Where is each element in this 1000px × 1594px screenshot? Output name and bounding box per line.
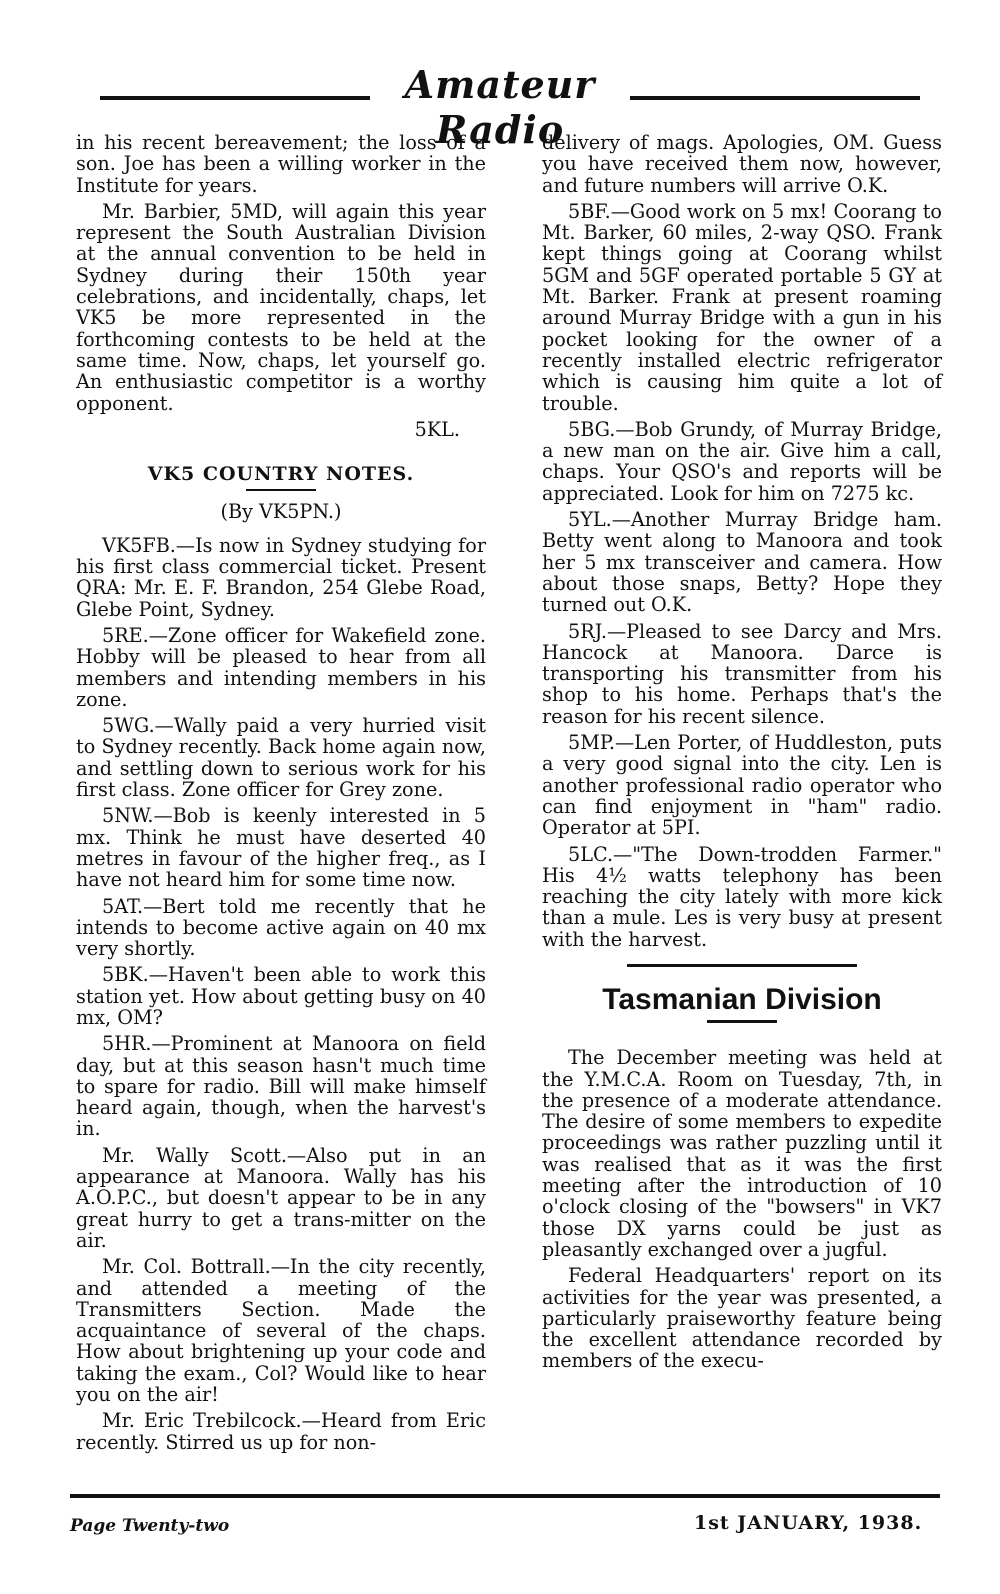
masthead-rule-left	[100, 96, 370, 100]
left-column	[76, 132, 486, 1458]
masthead-rule-right	[630, 96, 920, 100]
note-paragraph: VK5FB.—Is now in Sydney studying for his first class commercial ticket. Present QRA: Mr. E. F. Brandon, 254 Glebe Road, Glebe Point, Sydney.	[76, 533, 486, 621]
note-paragraph: Mr. Eric Trebilcock.—Heard from Eric recently. Stirred us up for non-	[76, 1409, 486, 1454]
note-paragraph: 5LC.—"The Down-trodden Farmer." His 4½ watts telephony has been reaching the city lately with more kick than a mule. Les is very busy at present with the harvest.	[542, 842, 942, 951]
note-paragraph: 5YL.—Another Murray Bridge ham. Betty went along to Manoora and took her 5 mx transceiver and camera. How about those snaps, Betty? Hope they turned out O.K.	[542, 508, 942, 617]
note-paragraph: 5BF.—Good work on 5 mx! Coorang to Mt. Barker, 60 miles, 2-way QSO. Frank kept things going at Coorang whilst 5GM and 5GF operated portable 5 GY at Mt. Barker. Frank at present roaming around Murray Bridge with a gun in his pocket looking for the owner of a recently installed electric refrigerator which is causing him quite a lot of trouble.	[542, 199, 942, 415]
note-paragraph: Mr. Wally Scott.—Also put in an appearance at Manoora. Wally has his A.O.P.C., but doesn't appear to be in any great hurry to get a trans-mitter on the air.	[76, 1143, 486, 1252]
continuation-paragraph: delivery of mags. Apologies, OM. Guess you have received them now, however, and future numbers will arrive O.K.	[542, 131, 942, 197]
tasmanian-division-title: Tasmanian Division	[602, 982, 882, 1016]
section-separator	[627, 964, 857, 967]
signature: 5KL.	[414, 417, 460, 441]
note-paragraph: 5AT.—Bert told me recently that he intends to become active again on 40 mx very shortly.	[76, 894, 486, 961]
title-rule	[707, 1020, 777, 1023]
page-number: Page Twenty-two	[70, 1516, 230, 1536]
tasmanian-paragraph: Federal Headquarters' report on its activities for the year was presented, a particularly praiseworthy feature being the excellent attendance recorded by members of the execu-	[542, 1264, 942, 1373]
intro-paragraph: in his recent bereavement; the loss of a son. Joe has been a willing worker in the Institute for years.	[76, 131, 486, 197]
note-paragraph: 5BG.—Bob Grundy, of Murray Bridge, a new man on the air. Give him a call, chaps. Your QSO's and reports will be appreciated. Look for him on 7275 kc.	[542, 417, 942, 505]
note-paragraph: 5HR.—Prominent at Manoora on field day, but at this season hasn't much time to spare for radio. Bill will make himself heard again, though, when the harvest's in.	[76, 1032, 486, 1141]
intro-paragraph: Mr. Barbier, 5MD, will again this year represent the South Australian Division at the annual convention to be held in Sydney during their 150th year celebrations, and incidentally, chaps, let VK5 be more represented in the forthcoming contests to be held at the same time. Now, chaps, let yourself go. An enthusiastic competitor is a worthy opponent.	[76, 199, 486, 415]
section-heading: VK5 COUNTRY NOTES.	[147, 463, 415, 486]
note-paragraph: 5WG.—Wally paid a very hurried visit to Sydney recently. Back home again now, and settling down to serious work for his first class. Zone officer for Grey zone.	[76, 714, 486, 802]
heading-rule	[246, 489, 316, 491]
note-paragraph: Mr. Col. Bottrall.—In the city recently, and attended a meeting of the Transmitters Section. Made the acquaintance of several of the chaps. How about brightening up your code and taking the exam., Col? Would like to hear you on the air!	[76, 1255, 486, 1407]
issue-date: 1st JANUARY, 1938.	[694, 1512, 923, 1534]
note-paragraph: 5NW.—Bob is keenly interested in 5 mx. Think he must have deserted 40 metres in favour of the higher freq., as I have not heard him for some time now.	[76, 804, 486, 892]
footer-rule	[70, 1494, 940, 1498]
masthead-title: Amateur Radio	[404, 62, 596, 152]
masthead-header	[100, 62, 920, 152]
byline: (By VK5PN.)	[220, 500, 342, 524]
note-paragraph: 5BK.—Haven't been able to work this station yet. How about getting busy on 40 mx, OM?	[76, 963, 486, 1029]
note-paragraph: 5MP.—Len Porter, of Huddleston, puts a very good signal into the city. Len is another professional radio operator who can find enjoyment in "ham" radio. Operator at 5PI.	[542, 731, 942, 840]
right-column	[542, 132, 942, 1377]
note-paragraph: 5RJ.—Pleased to see Darcy and Mrs. Hancock at Manoora. Darce is transporting his transmitter from his shop to his home. Perhaps that's the reason for his recent silence.	[542, 619, 942, 728]
tasmanian-paragraph: The December meeting was held at the Y.M.C.A. Room on Tuesday, 7th, in the presence of a moderate attendance. The desire of some members to expedite proceedings was rather puzzling until it was realised that as it was the first meeting after the introduction of 10 o'clock closing of the "bowsers" in VK7 those DX yarns could be just as pleasantly exchanged over a jugful.	[542, 1046, 942, 1261]
note-paragraph: 5RE.—Zone officer for Wakefield zone. Hobby will be pleased to hear from all members and intending members in his zone.	[76, 623, 486, 711]
